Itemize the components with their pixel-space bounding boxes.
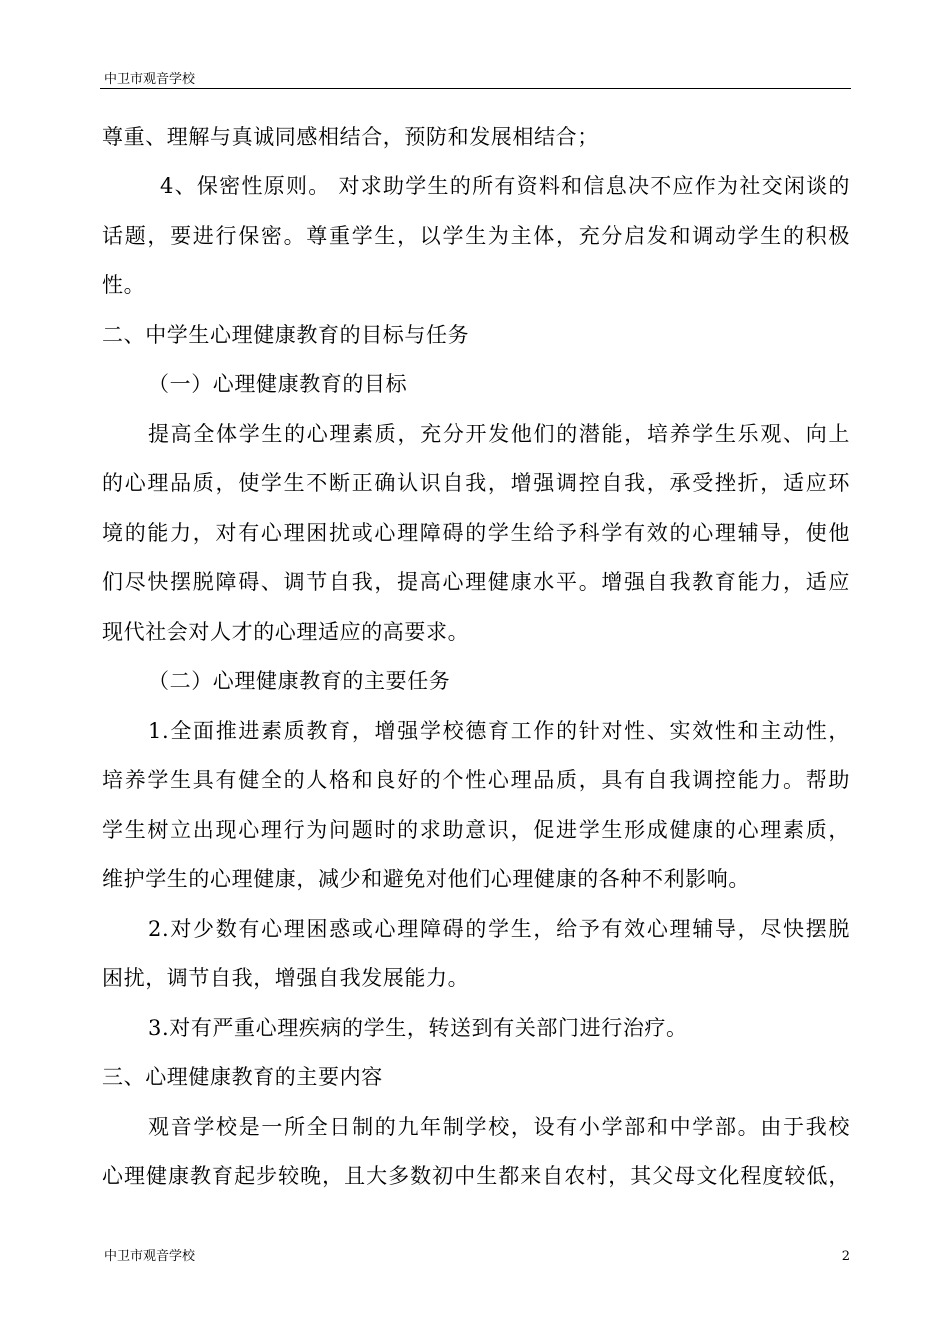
text-line: 提高全体学生的心理素质，充分开发他们的潜能，培养学生乐观、向上 bbox=[148, 422, 850, 446]
text-line: 心理健康教育起步较晚，且大多数初中生都来自农村，其父母文化程度较低， bbox=[102, 1164, 850, 1188]
text-line: 困扰，调节自我，增强自我发展能力。 bbox=[102, 966, 470, 990]
text-line: 尊重、理解与真诚同感相结合，预防和发展相结合； bbox=[102, 125, 599, 149]
text-line: 境的能力，对有心理困扰或心理障碍的学生给予科学有效的心理辅导，使他 bbox=[102, 521, 850, 545]
text-line: 们尽快摆脱障碍、调节自我，提高心理健康水平。增强自我教育能力，适应 bbox=[102, 570, 850, 594]
text-line: 观音学校是一所全日制的九年制学校，设有小学部和中学部。由于我校 bbox=[148, 1115, 850, 1139]
page-footer-school: 中卫市观音学校 bbox=[104, 1249, 196, 1264]
text-line: 学生树立出现心理行为问题时的求助意识，促进学生形成健康的心理素质， bbox=[102, 818, 850, 842]
text-line: 话题，要进行保密。尊重学生，以学生为主体，充分启发和调动学生的积极 bbox=[102, 224, 850, 248]
page-header: 中卫市观音学校 bbox=[104, 72, 196, 87]
text-line: 现代社会对人才的心理适应的高要求。 bbox=[102, 620, 470, 644]
text-line: 1.全面推进素质教育，增强学校德育工作的针对性、实效性和主动性， bbox=[148, 719, 850, 743]
section-heading: 三、心理健康教育的主要内容 bbox=[102, 1065, 383, 1089]
page-number: 2 bbox=[841, 1249, 850, 1264]
subsection-heading: （二）心理健康教育的主要任务 bbox=[148, 669, 451, 693]
text-line: 培养学生具有健全的人格和良好的个性心理品质，具有自我调控能力。帮助 bbox=[102, 768, 850, 792]
text-line: 3.对有严重心理疾病的学生，转送到有关部门进行治疗。 bbox=[148, 1016, 688, 1040]
text-line: 4、保密性原则。 对求助学生的所有资料和信息决不应作为社交闲谈的 bbox=[160, 174, 850, 198]
text-line: 维护学生的心理健康，减少和避免对他们心理健康的各种不利影响。 bbox=[102, 867, 750, 891]
section-heading: 二、中学生心理健康教育的目标与任务 bbox=[102, 323, 470, 347]
text-line: 性。 bbox=[102, 273, 146, 297]
header-rule bbox=[100, 88, 851, 89]
text-line: 2.对少数有心理困惑或心理障碍的学生，给予有效心理辅导，尽快摆脱 bbox=[148, 917, 850, 941]
subsection-heading: （一）心理健康教育的目标 bbox=[148, 372, 408, 396]
text-line: 的心理品质，使学生不断正确认识自我，增强调控自我，承受挫折，适应环 bbox=[102, 471, 850, 495]
